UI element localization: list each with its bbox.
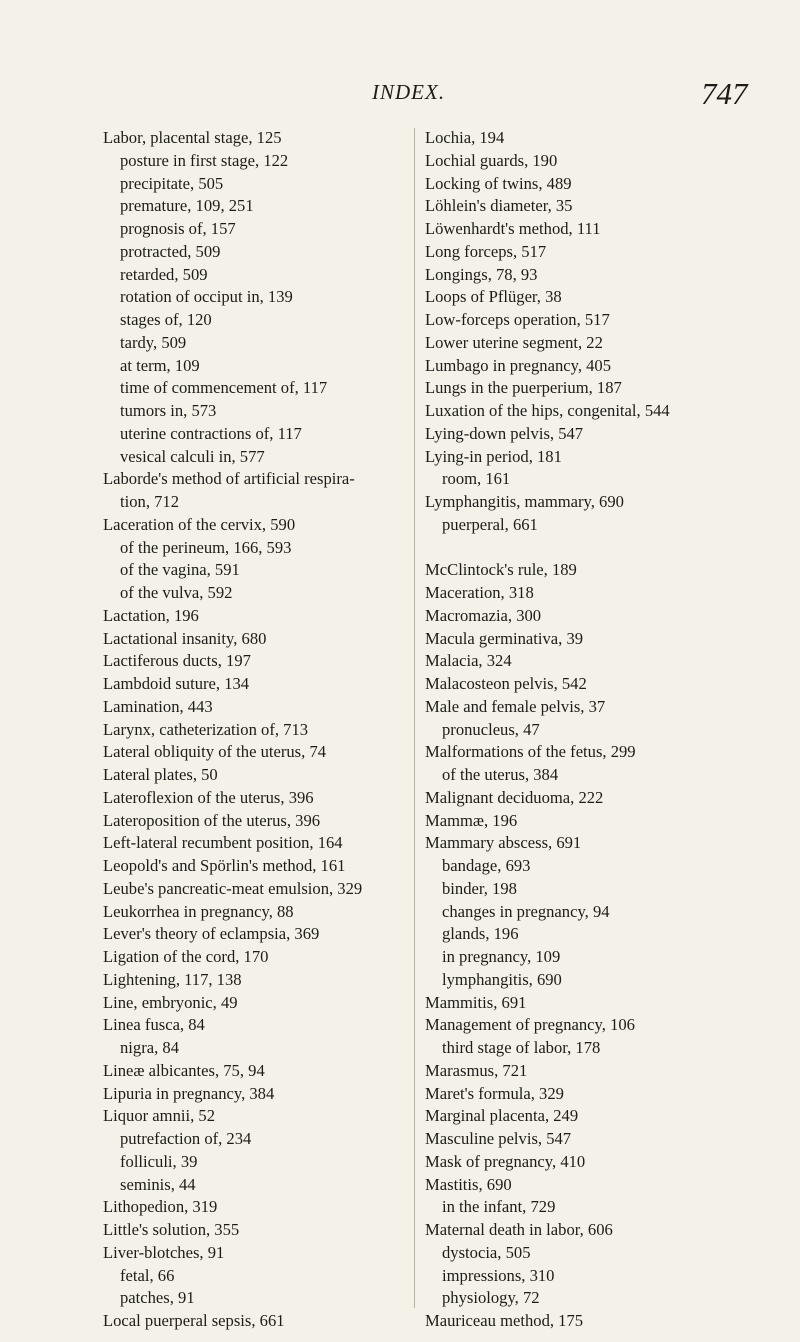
index-entry: Marasmus, 721 bbox=[425, 1060, 528, 1080]
index-entry: Liquor amnii, 52 bbox=[103, 1106, 215, 1126]
index-subentry: precipitate, 505 bbox=[120, 173, 224, 193]
index-entry: Management of pregnancy, 106 bbox=[425, 1015, 635, 1035]
index-subentry: in the infant, 729 bbox=[442, 1197, 556, 1217]
index-entry: Lever's theory of eclampsia, 369 bbox=[103, 924, 320, 944]
index-subentry: bandage, 693 bbox=[442, 856, 531, 875]
index-subentry: uterine contractions of, 117 bbox=[120, 423, 302, 443]
index-subentry: in pregnancy, 109 bbox=[442, 947, 561, 966]
index-subentry: posture in first stage, 122 bbox=[120, 150, 289, 170]
index-entry: Malacosteon pelvis, 542 bbox=[425, 674, 587, 693]
index-entry: Liver-blotches, 91 bbox=[103, 1242, 225, 1262]
index-entry: Ligation of the cord, 170 bbox=[103, 947, 269, 966]
index-entry: Low-forceps operation, 517 bbox=[425, 310, 610, 329]
index-entry: Maternal death in labor, 606 bbox=[425, 1220, 613, 1239]
index-entry: Lungs in the puerperium, 187 bbox=[425, 378, 622, 398]
page-number: 747 bbox=[701, 76, 748, 111]
index-subentry: pronucleus, 47 bbox=[442, 719, 540, 739]
section-gap bbox=[425, 537, 765, 560]
index-subentry: premature, 109, 251 bbox=[120, 196, 254, 216]
index-entry: Lochial guards, 190 bbox=[425, 150, 558, 170]
index-entry: Local puerperal sepsis, 661 bbox=[103, 1311, 285, 1330]
index-subentry: third stage of labor, 178 bbox=[442, 1038, 601, 1057]
index-entry: Lactational insanity, 680 bbox=[103, 628, 267, 648]
index-subentry: physiology, 72 bbox=[442, 1288, 540, 1308]
index-entry: Lochia, 194 bbox=[425, 128, 505, 147]
index-entry: Mammitis, 691 bbox=[425, 992, 527, 1012]
index-entry: McClintock's rule, 189 bbox=[425, 560, 577, 580]
index-entry: Lipuria in pregnancy, 384 bbox=[103, 1083, 275, 1103]
index-entry: Lateroposition of the uterus, 396 bbox=[103, 810, 321, 830]
index-subentry: of the perineum, 166, 593 bbox=[120, 537, 292, 557]
index-entry: Locking of twins, 489 bbox=[425, 173, 572, 193]
index-entry: Maret's formula, 329 bbox=[425, 1083, 564, 1103]
index-subentry: room, 161 bbox=[442, 469, 511, 489]
index-entry: Larynx, catheterization of, 713 bbox=[103, 719, 309, 739]
index-subentry: binder, 198 bbox=[442, 878, 517, 898]
index-entry: Leube's pancreatic-meat emulsion, 329 bbox=[103, 878, 363, 898]
index-entry: Maceration, 318 bbox=[425, 583, 534, 602]
index-entry: Lower uterine segment, 22 bbox=[425, 332, 603, 352]
index-subentry: retarded, 509 bbox=[120, 264, 208, 284]
index-entry: Lateral plates, 50 bbox=[103, 765, 218, 784]
index-entry: Mask of pregnancy, 410 bbox=[425, 1151, 586, 1171]
index-subentry: time of commencement of, 117 bbox=[120, 378, 328, 398]
index-subentry: folliculi, 39 bbox=[120, 1151, 198, 1171]
index-subentry: impressions, 310 bbox=[442, 1265, 555, 1285]
index-subentry: changes in pregnancy, 94 bbox=[442, 901, 610, 921]
index-entry: Leopold's and Spörlin's method, 161 bbox=[103, 856, 346, 875]
index-entry: Lamination, 443 bbox=[103, 696, 213, 716]
index-subentry: at term, 109 bbox=[120, 355, 200, 375]
index-entry: Mammary abscess, 691 bbox=[425, 833, 582, 853]
index-entry: Left-lateral recumbent position, 164 bbox=[103, 833, 343, 853]
index-entry: Marginal placenta, 249 bbox=[425, 1106, 579, 1126]
index-entry: Luxation of the hips, congenital, 544 bbox=[425, 401, 670, 420]
index-subentry: fetal, 66 bbox=[120, 1265, 175, 1285]
index-entry: Lactiferous ducts, 197 bbox=[103, 651, 251, 671]
index-entry: Leukorrhea in pregnancy, 88 bbox=[103, 901, 294, 921]
index-entry: Lateroflexion of the uterus, 396 bbox=[103, 787, 314, 807]
index-subentry: prognosis of, 157 bbox=[120, 219, 236, 238]
index-entry: Lymphangitis, mammary, 690 bbox=[425, 492, 624, 511]
index-subentry: of the vagina, 591 bbox=[120, 560, 240, 580]
index-entry: Lateral obliquity of the uterus, 74 bbox=[103, 742, 327, 762]
index-subentry: of the uterus, 384 bbox=[442, 765, 559, 784]
index-entry: Lightening, 117, 138 bbox=[103, 969, 242, 989]
index-entry: Lying-down pelvis, 547 bbox=[425, 423, 584, 443]
index-entry: Loops of Pflüger, 38 bbox=[425, 287, 562, 307]
running-title: INDEX. bbox=[372, 80, 446, 104]
index-subentry: putrefaction of, 234 bbox=[120, 1129, 252, 1148]
index-subentry: tumors in, 573 bbox=[120, 401, 217, 420]
index-subentry: seminis, 44 bbox=[120, 1174, 196, 1194]
index-entry: Lactation, 196 bbox=[103, 605, 199, 625]
index-subentry: vesical calculi in, 577 bbox=[120, 446, 265, 466]
index-entry: Mastitis, 690 bbox=[425, 1174, 512, 1194]
index-entry: Löhlein's diameter, 35 bbox=[425, 196, 573, 216]
index-subentry: puerperal, 661 bbox=[442, 514, 538, 534]
index-entry: Labor, placental stage, 125 bbox=[103, 128, 282, 147]
index-entry: Line, embryonic, 49 bbox=[103, 992, 238, 1012]
index-entry: Malignant deciduoma, 222 bbox=[425, 787, 604, 807]
index-entry: Malformations of the fetus, 299 bbox=[425, 742, 636, 762]
index-subentry: nigra, 84 bbox=[120, 1038, 179, 1057]
index-entry: Masculine pelvis, 547 bbox=[425, 1129, 572, 1148]
index-entry: Lying-in period, 181 bbox=[425, 446, 562, 466]
index-entry: Mauriceau method, 175 bbox=[425, 1311, 584, 1330]
index-entry: Lambdoid suture, 134 bbox=[103, 674, 250, 693]
index-entry: Longings, 78, 93 bbox=[425, 264, 538, 284]
index-entry: Little's solution, 355 bbox=[103, 1220, 240, 1239]
index-column-left bbox=[103, 127, 423, 1333]
index-entry: Lineæ albicantes, 75, 94 bbox=[103, 1060, 265, 1080]
index-entry: Lumbago in pregnancy, 405 bbox=[425, 355, 612, 375]
index-column-right bbox=[425, 127, 765, 1333]
index-entry-continuation: tion, 712 bbox=[120, 492, 180, 511]
index-entry: Laceration of the cervix, 590 bbox=[103, 514, 296, 534]
index-subentry: lymphangitis, 690 bbox=[442, 969, 562, 989]
index-subentry: tardy, 509 bbox=[120, 332, 187, 352]
index-entry: Linea fusca, 84 bbox=[103, 1015, 205, 1035]
index-entry: Malacia, 324 bbox=[425, 651, 512, 671]
index-entry: Mammæ, 196 bbox=[425, 810, 518, 830]
index-entry: Macula germinativa, 39 bbox=[425, 628, 584, 648]
index-subentry: of the vulva, 592 bbox=[120, 583, 233, 602]
index-subentry: patches, 91 bbox=[120, 1288, 195, 1308]
index-entry: Laborde's method of artificial respira- bbox=[103, 469, 355, 489]
index-subentry: stages of, 120 bbox=[120, 310, 212, 329]
index-subentry: glands, 196 bbox=[442, 924, 519, 944]
index-subentry: dystocia, 505 bbox=[442, 1242, 531, 1262]
index-entry: Lithopedion, 319 bbox=[103, 1197, 218, 1217]
index-subentry: protracted, 509 bbox=[120, 241, 221, 261]
index-entry: Löwenhardt's method, 111 bbox=[425, 219, 601, 238]
index-subentry: rotation of occiput in, 139 bbox=[120, 287, 293, 307]
index-entry: Male and female pelvis, 37 bbox=[425, 696, 606, 716]
column-divider bbox=[414, 128, 415, 1308]
page-header bbox=[0, 76, 800, 116]
index-entry: Long forceps, 517 bbox=[425, 241, 547, 261]
index-entry: Macromazia, 300 bbox=[425, 605, 542, 625]
